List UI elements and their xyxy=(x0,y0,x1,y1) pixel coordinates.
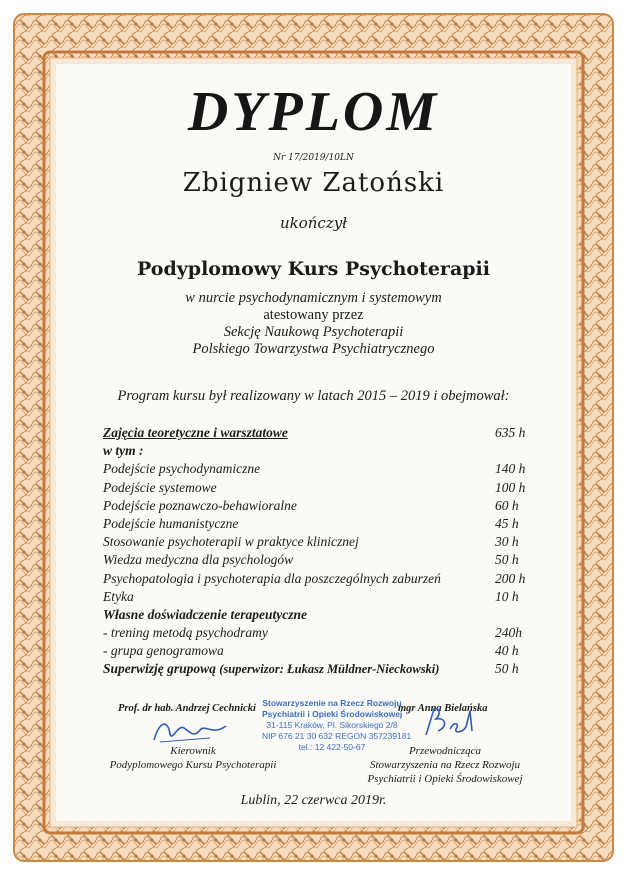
program-intro: Program kursu był realizowany w latach 2015 – 2019 i obejmował: xyxy=(117,388,510,404)
right-role-3: Psychiatrii i Opieki Środowiskowej xyxy=(367,773,523,785)
course-desc-1: w nurcie psychodynamicznym i systemowym xyxy=(185,290,442,306)
list-item: Podejście systemowe 100 h xyxy=(103,479,526,495)
own-experience-label: Własne doświadczenie terapeutyczne xyxy=(103,606,307,622)
completed-label: ukończył xyxy=(279,214,348,232)
list-item: - trening metodą psychodramy 240h xyxy=(103,625,522,641)
recipient-name: Zbigniew Zatoński xyxy=(182,168,445,198)
list-item: - grupa genogramowa 40 h xyxy=(103,643,519,659)
including-row xyxy=(103,442,533,460)
left-signature xyxy=(150,716,230,746)
supervision-hours: 50 h xyxy=(495,661,519,677)
diploma-title: DYPLOM xyxy=(187,81,440,143)
left-role-2: Podyplomowego Kursu Psychoterapii xyxy=(109,759,277,771)
supervisor-name: (superwizor: Łukasz Müldner-Nieckowski) xyxy=(219,662,440,677)
list-item: Etyka 10 h xyxy=(103,588,519,604)
course-desc-2: atestowany przez xyxy=(263,307,364,323)
right-signature xyxy=(420,705,480,741)
diploma-number: Nr 17/2019/10LN xyxy=(273,153,354,163)
list-item: Podejście psychodynamiczne 140 h xyxy=(103,461,526,477)
theory-row xyxy=(103,424,533,442)
course-desc-4: Polskiego Towarzystwa Psychiatrycznego xyxy=(192,341,435,357)
list-item: Podejście humanistyczne 45 h xyxy=(103,515,519,531)
place-date: Lublin, 22 czerwca 2019r. xyxy=(240,793,387,808)
list-item: Psychopatologia i psychoterapia dla poszczególnych zaburzeń 200 h xyxy=(103,570,526,586)
course-name: Podyplomowy Kurs Psychoterapii xyxy=(137,258,490,280)
list-item: Wiedza medyczna dla psychologów 50 h xyxy=(103,552,519,568)
right-role-1: Przewodnicząca xyxy=(408,745,482,757)
left-role-1: Kierownik xyxy=(170,745,216,757)
course-desc-3: Sekcję Naukową Psychoterapii xyxy=(223,324,404,340)
program-list xyxy=(103,424,533,679)
supervision-label: Superwizję grupową xyxy=(103,661,216,677)
organization-stamp: Stowarzyszenie na Rzecz Rozwoju Psychiatrii i Opieki Środowiskowej 31-115 Kraków, Pl. Sikorskiego 2/8 NIP 676 21 30 632 REGON 357239181 tel.: 12 422-50-67 xyxy=(262,698,412,752)
right-role-2: Stowarzyszenia na Rzecz Rozwoju xyxy=(369,759,521,771)
list-item: Stosowanie psychoterapii w praktyce klinicznej 30 h xyxy=(103,534,519,550)
supervision-row xyxy=(103,660,533,678)
own-experience-row xyxy=(103,606,533,624)
right-signatory-name: mgr Anna Bielańska xyxy=(398,703,488,714)
left-signatory-name: Prof. dr hab. Andrzej Cechnicki xyxy=(118,703,256,714)
including-label: w tym : xyxy=(103,443,144,459)
theory-label: Zajęcia teoretyczne i warsztatowe xyxy=(103,425,288,440)
theory-hours: 635 h xyxy=(495,425,526,440)
list-item: Podejście poznawczo-behawioralne 60 h xyxy=(103,497,519,513)
